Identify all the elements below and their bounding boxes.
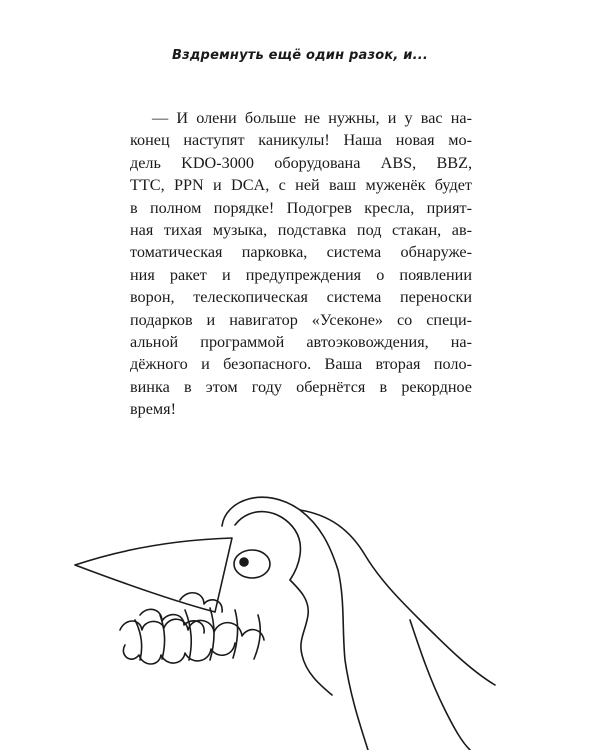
hand-outline: [290, 580, 332, 695]
character-illustration: [0, 470, 600, 750]
eye-outline: [234, 550, 270, 578]
text-line: TTC, PPN и DCA, с ней ваш муженёк будет: [130, 176, 472, 195]
hood-outline: [222, 497, 368, 750]
text-line: альной программой автоэковождения, на-: [130, 333, 472, 352]
text-line: дёжного и безопасного. Ваша вторая поло-: [130, 355, 472, 374]
hood-back: [300, 510, 495, 685]
text-line: ворон, телескопическая система переноски: [130, 288, 472, 307]
text-line: ная тихая музыка, подставка под стакан, ав-: [130, 221, 472, 240]
eye-pupil: [240, 558, 248, 566]
text-line: подарков и навигатор «Усеконе» со специ-: [130, 310, 472, 329]
text-line: время!: [130, 400, 177, 419]
text-line: винка в этом году обернётся в рекордное: [130, 377, 472, 396]
running-head: Вздремнуть ещё один разок, и...: [172, 48, 428, 63]
text-line: — И олени больше не нужны, и у вас на-: [152, 109, 472, 127]
text-line: томатическая парковка, система обнаруже-: [130, 243, 472, 262]
illustration-drawing: [0, 470, 600, 750]
text-line: конец наступят каникулы! Наша новая мо-: [130, 131, 472, 150]
body-paragraph: [130, 107, 472, 421]
text-line: дель KDO-3000 оборудована ABS, BBZ,: [130, 153, 472, 172]
text-line: в полном порядке! Подогрев кресла, прият-: [130, 198, 472, 217]
text-line: ния ракет и предупреждения о появлении: [130, 265, 472, 284]
